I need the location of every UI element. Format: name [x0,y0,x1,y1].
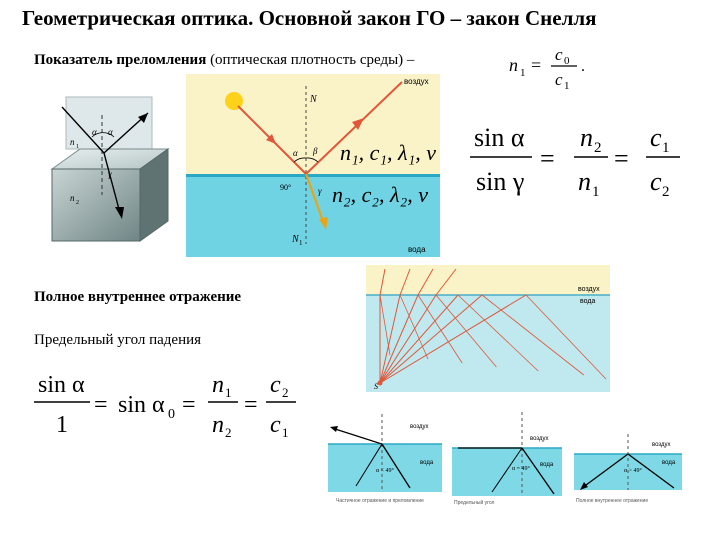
tir-source [378,381,383,386]
small-diagram-partial [326,408,444,508]
refraction-index-formula [505,40,595,94]
prism-label-alpha-left: α [92,127,97,137]
glass-block-figure [48,95,188,245]
snell-mid-num-sub: 2 [594,140,602,156]
snell-lhs-den: sin γ [476,167,525,196]
medium1-params: n₁, c₁, λ₁, ν [340,140,437,165]
snell-mid-num: n [580,123,593,152]
small1-caption: Частичное отражение и преломление [336,498,424,504]
medium2-params: n₂, c₂, λ₂, ν [332,182,429,207]
formula-c1-sub: 1 [564,80,570,92]
snell-law-formula [468,112,716,208]
snell-angle-beta: β [313,146,318,156]
tir-air-label: воздух [578,286,600,293]
small3-air-label: воздух [652,442,671,448]
prism-label-n2-sub: 2 [76,200,79,206]
small-diagram-tir [572,430,684,524]
formula-n: n [509,55,518,75]
crit-c-num-sub: 2 [282,385,289,400]
block-front-face [52,169,140,241]
formula-c0: c [555,45,563,64]
snell-mid-den: n [578,167,591,196]
prism-label-alpha-right: α [108,127,113,137]
critical-angle-formula [32,366,304,444]
small3-angle-label: α > 49° [624,468,642,474]
crit-c-den-sub: 1 [282,425,289,440]
snell-angle-alpha: α [293,148,298,158]
small2-caption: Предельный угол [454,500,495,506]
upper-medium [66,97,152,149]
snell-eq-1: = [540,144,555,173]
snell-normal-top-label: N [310,94,317,105]
tir-heading: Полное внутреннее отражение [34,289,242,305]
crit-eq-3: = [244,392,258,418]
crit-c-num: c [270,372,281,398]
snell-lhs-num: sin α [474,123,525,152]
small3-caption: Полное внутреннее отражение [576,498,649,504]
snell-angle-gamma: γ [318,186,322,196]
small1-air-label: воздух [410,424,429,430]
snell-rhs-num-sub: 1 [662,140,670,156]
snell-right-angle: 90° [280,183,292,192]
crit-c-den: c [270,412,281,438]
tir-water-label: вода [580,298,596,305]
small1-water-label: вода [420,460,434,466]
snell-water-label: вода [408,245,426,254]
snell-diagram [186,74,440,257]
formula-eq: = [531,55,542,75]
small2-water [452,448,562,496]
small2-angle-label: α = 49° [512,466,530,472]
small2-air-label: воздух [530,436,549,442]
crit-n-den: n [212,412,224,438]
tir-source-label: S [374,382,378,391]
critical-angle-label: Предельный угол падения [34,332,202,348]
snell-normal-bottom-sub: 1 [299,239,303,247]
crit-n-num-sub: 1 [225,385,232,400]
small-diagram-critical [450,408,564,508]
refraction-index-description: (оптическая плотность среды) – [206,52,415,68]
crit-lhs-den: 1 [56,412,68,438]
page-title: Геометрическая оптика. Основной закон ГО – закон Снелля [22,6,597,30]
prism-label-gamma: γ [108,169,112,179]
snell-normal-bottom-label: N [292,234,299,245]
small1-arrow [330,426,338,432]
tir-air-region [366,265,610,295]
small3-water-label: вода [662,460,676,466]
refraction-index-term: Показатель преломления [34,52,207,68]
formula-end: . [581,58,585,75]
tir-diagram [366,265,610,392]
formula-n-sub: 1 [520,67,526,79]
prism-label-n1: n [70,137,75,147]
prism-label-n1-sub: 1 [76,144,79,150]
snell-air-label: воздух [404,77,429,86]
prism-label-n2: n [70,193,75,203]
water-surface [186,174,440,177]
crit-mid: sin α [118,392,165,418]
formula-c1: c [555,70,563,89]
snell-mid-den-sub: 1 [592,184,600,200]
crit-n-num: n [212,372,224,398]
crit-eq-2: = [182,392,196,418]
refraction-index-definition [34,52,414,69]
snell-eq-2: = [614,144,629,173]
small1-refracted [332,428,382,444]
crit-eq-1: = [94,392,108,418]
crit-n-den-sub: 2 [225,425,232,440]
crit-lhs-num: sin α [38,372,85,398]
crit-mid-sub: 0 [168,407,175,422]
small1-angle-label: α < 49° [376,468,394,474]
small2-water-label: вода [540,462,554,468]
snell-rhs-num: c [650,123,662,152]
formula-c0-sub: 0 [564,55,570,67]
snell-rhs-den: c [650,167,662,196]
tir-water-region [366,295,610,392]
snell-rhs-den-sub: 2 [662,184,670,200]
